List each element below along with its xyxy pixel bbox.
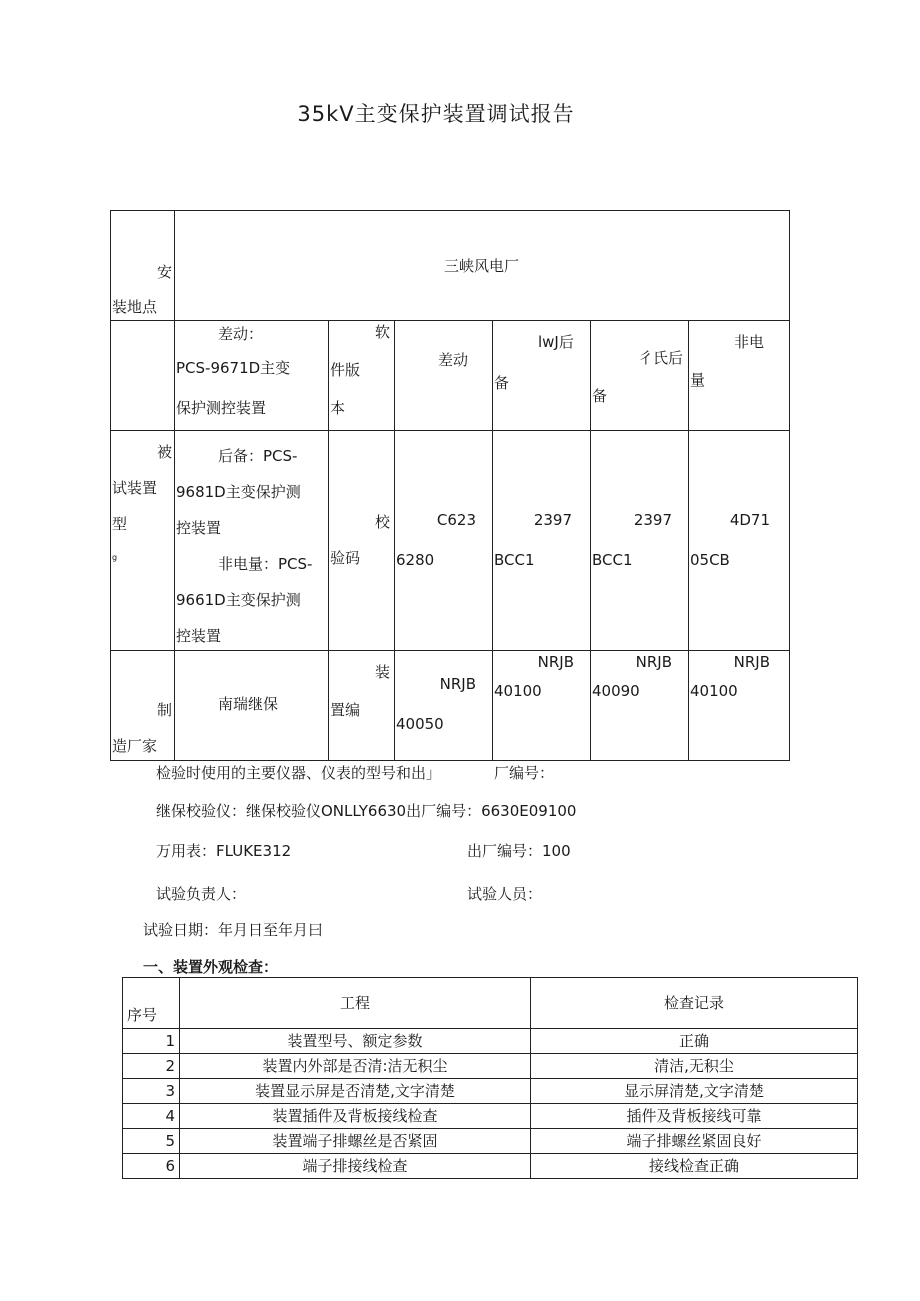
serial-diff-1: NRJB: [439, 675, 476, 693]
col-lv-backup-1: 彳氏后: [638, 349, 684, 367]
serial-label-1: 装: [374, 663, 390, 681]
model-nonelec-line2: 9661D主变保护测: [176, 591, 301, 609]
relay-tester: 继保校验仪：继保校验仪ONLLY6630出厂编号：6630E09100: [156, 802, 577, 820]
row-record: 端子排螺丝紧固良好: [531, 1129, 858, 1154]
checksum-ne-1: 4D71: [729, 511, 770, 529]
row-item: 端子排接线检查: [180, 1154, 531, 1179]
col-nonelec-2: 量: [690, 371, 706, 389]
manufacturer-label-1: 制: [156, 701, 172, 719]
model-diff-line2: PCS-9671D主变: [176, 359, 291, 377]
instruments-intro: 检验时使用的主要仪器、仪表的型号和出」: [156, 764, 442, 782]
sw-version-label-2: 件版: [330, 361, 361, 379]
row-no: 3: [123, 1079, 180, 1104]
row-record: 插件及背板接线可靠: [531, 1104, 858, 1129]
multimeter-serial: 出厂编号：100: [467, 842, 571, 860]
table-row: [123, 1029, 858, 1054]
col-lv-backup-2: 备: [592, 387, 608, 405]
install-location-label-2: 装地点: [112, 298, 158, 316]
install-location-value: 三峡风电厂: [443, 257, 519, 275]
table-row: [123, 1054, 858, 1079]
sw-version-label-3: 本: [330, 399, 346, 417]
model-nonelec-line1: 非电量：PCS-: [218, 555, 313, 573]
col-hv-backup-1: lwJ后: [538, 333, 574, 351]
checksum-diff-1: C623: [436, 511, 476, 529]
row-no: 6: [123, 1154, 180, 1179]
row-item: 装置显示屏是否清楚,文字清楚: [180, 1079, 531, 1104]
serial-ne-1: NRJB: [733, 653, 770, 671]
model-backup-line2: 9681D主变保护测: [176, 483, 301, 501]
header-item: 工程: [180, 978, 531, 1029]
test-personnel: 试验人员：: [467, 885, 543, 903]
device-type-label-1: 被: [156, 443, 172, 461]
header-no: 序号: [123, 978, 180, 1029]
table-row: [123, 1079, 858, 1104]
device-type-label-4: g: [112, 553, 118, 562]
checksum-label-1: 校: [374, 513, 390, 531]
row-record: 接线检查正确: [531, 1154, 858, 1179]
serial-lv-1: NRJB: [635, 653, 672, 671]
col-nonelec-1: 非电: [734, 333, 765, 351]
instruments-intro-right: 厂编号：: [494, 764, 555, 782]
serial-ne-2: 40100: [690, 682, 738, 700]
col-diff: 差动: [438, 351, 469, 369]
serial-hv-2: 40100: [494, 682, 542, 700]
table-row: [123, 1104, 858, 1129]
test-date: 试验日期：年月日至年月曰: [143, 921, 324, 939]
row-item: 装置端子排螺丝是否紧固: [180, 1129, 531, 1154]
table-header-row: [123, 978, 858, 1029]
row-no: 1: [123, 1029, 180, 1054]
page-title: 35kV主变保护装置调试报告: [297, 102, 575, 126]
serial-lv-2: 40090: [592, 682, 640, 700]
model-backup-line1: 后备：PCS-: [218, 447, 298, 465]
sw-version-label-1: 软: [374, 323, 390, 341]
model-diff-line1: 差动：: [218, 325, 264, 343]
device-type-label-3: 型: [112, 515, 128, 533]
serial-hv-1: NRJB: [537, 653, 574, 671]
checksum-lv-1: 2397: [633, 511, 672, 529]
checksum-ne-2: 05CB: [690, 551, 730, 569]
section1-heading: 一、装置外观检查：: [143, 958, 279, 976]
serial-diff-2: 40050: [396, 715, 444, 733]
checksum-hv-1: 2397: [533, 511, 572, 529]
table-row: [123, 1154, 858, 1179]
manufacturer-label-2: 造厂家: [112, 737, 158, 755]
header-record: 检查记录: [531, 978, 858, 1029]
table-row: [123, 1129, 858, 1154]
serial-label-2: 置编: [330, 701, 361, 719]
manufacturer-value: 南瑞继保: [218, 695, 279, 713]
model-backup-line3: 控装置: [176, 519, 222, 537]
device-type-label-2: 试装置: [112, 479, 158, 497]
row-item: 装置型号、额定参数: [180, 1029, 531, 1054]
checksum-diff-2: 6280: [396, 551, 435, 569]
row-item: 装置插件及背板接线检查: [180, 1104, 531, 1129]
row-item: 装置内外部是否清:洁无积尘: [180, 1054, 531, 1079]
col-hv-backup-2: 备: [494, 374, 510, 392]
checksum-lv-2: BCC1: [592, 551, 633, 569]
checksum-label-2: 验码: [330, 549, 361, 567]
install-location-label: 安: [156, 263, 172, 281]
row-no: 4: [123, 1104, 180, 1129]
row-no: 2: [123, 1054, 180, 1079]
checksum-hv-2: BCC1: [494, 551, 535, 569]
responsible-person: 试验负责人：: [156, 885, 247, 903]
row-record: 清洁,无积尘: [531, 1054, 858, 1079]
row-record: 显示屏清楚,文字清楚: [531, 1079, 858, 1104]
row-record: 正确: [531, 1029, 858, 1054]
model-nonelec-line3: 控装置: [176, 627, 222, 645]
row-no: 5: [123, 1129, 180, 1154]
model-diff-line3: 保护测控装置: [176, 399, 267, 417]
appearance-check-table: [122, 977, 858, 1179]
multimeter: 万用表：FLUKE312: [156, 842, 292, 860]
